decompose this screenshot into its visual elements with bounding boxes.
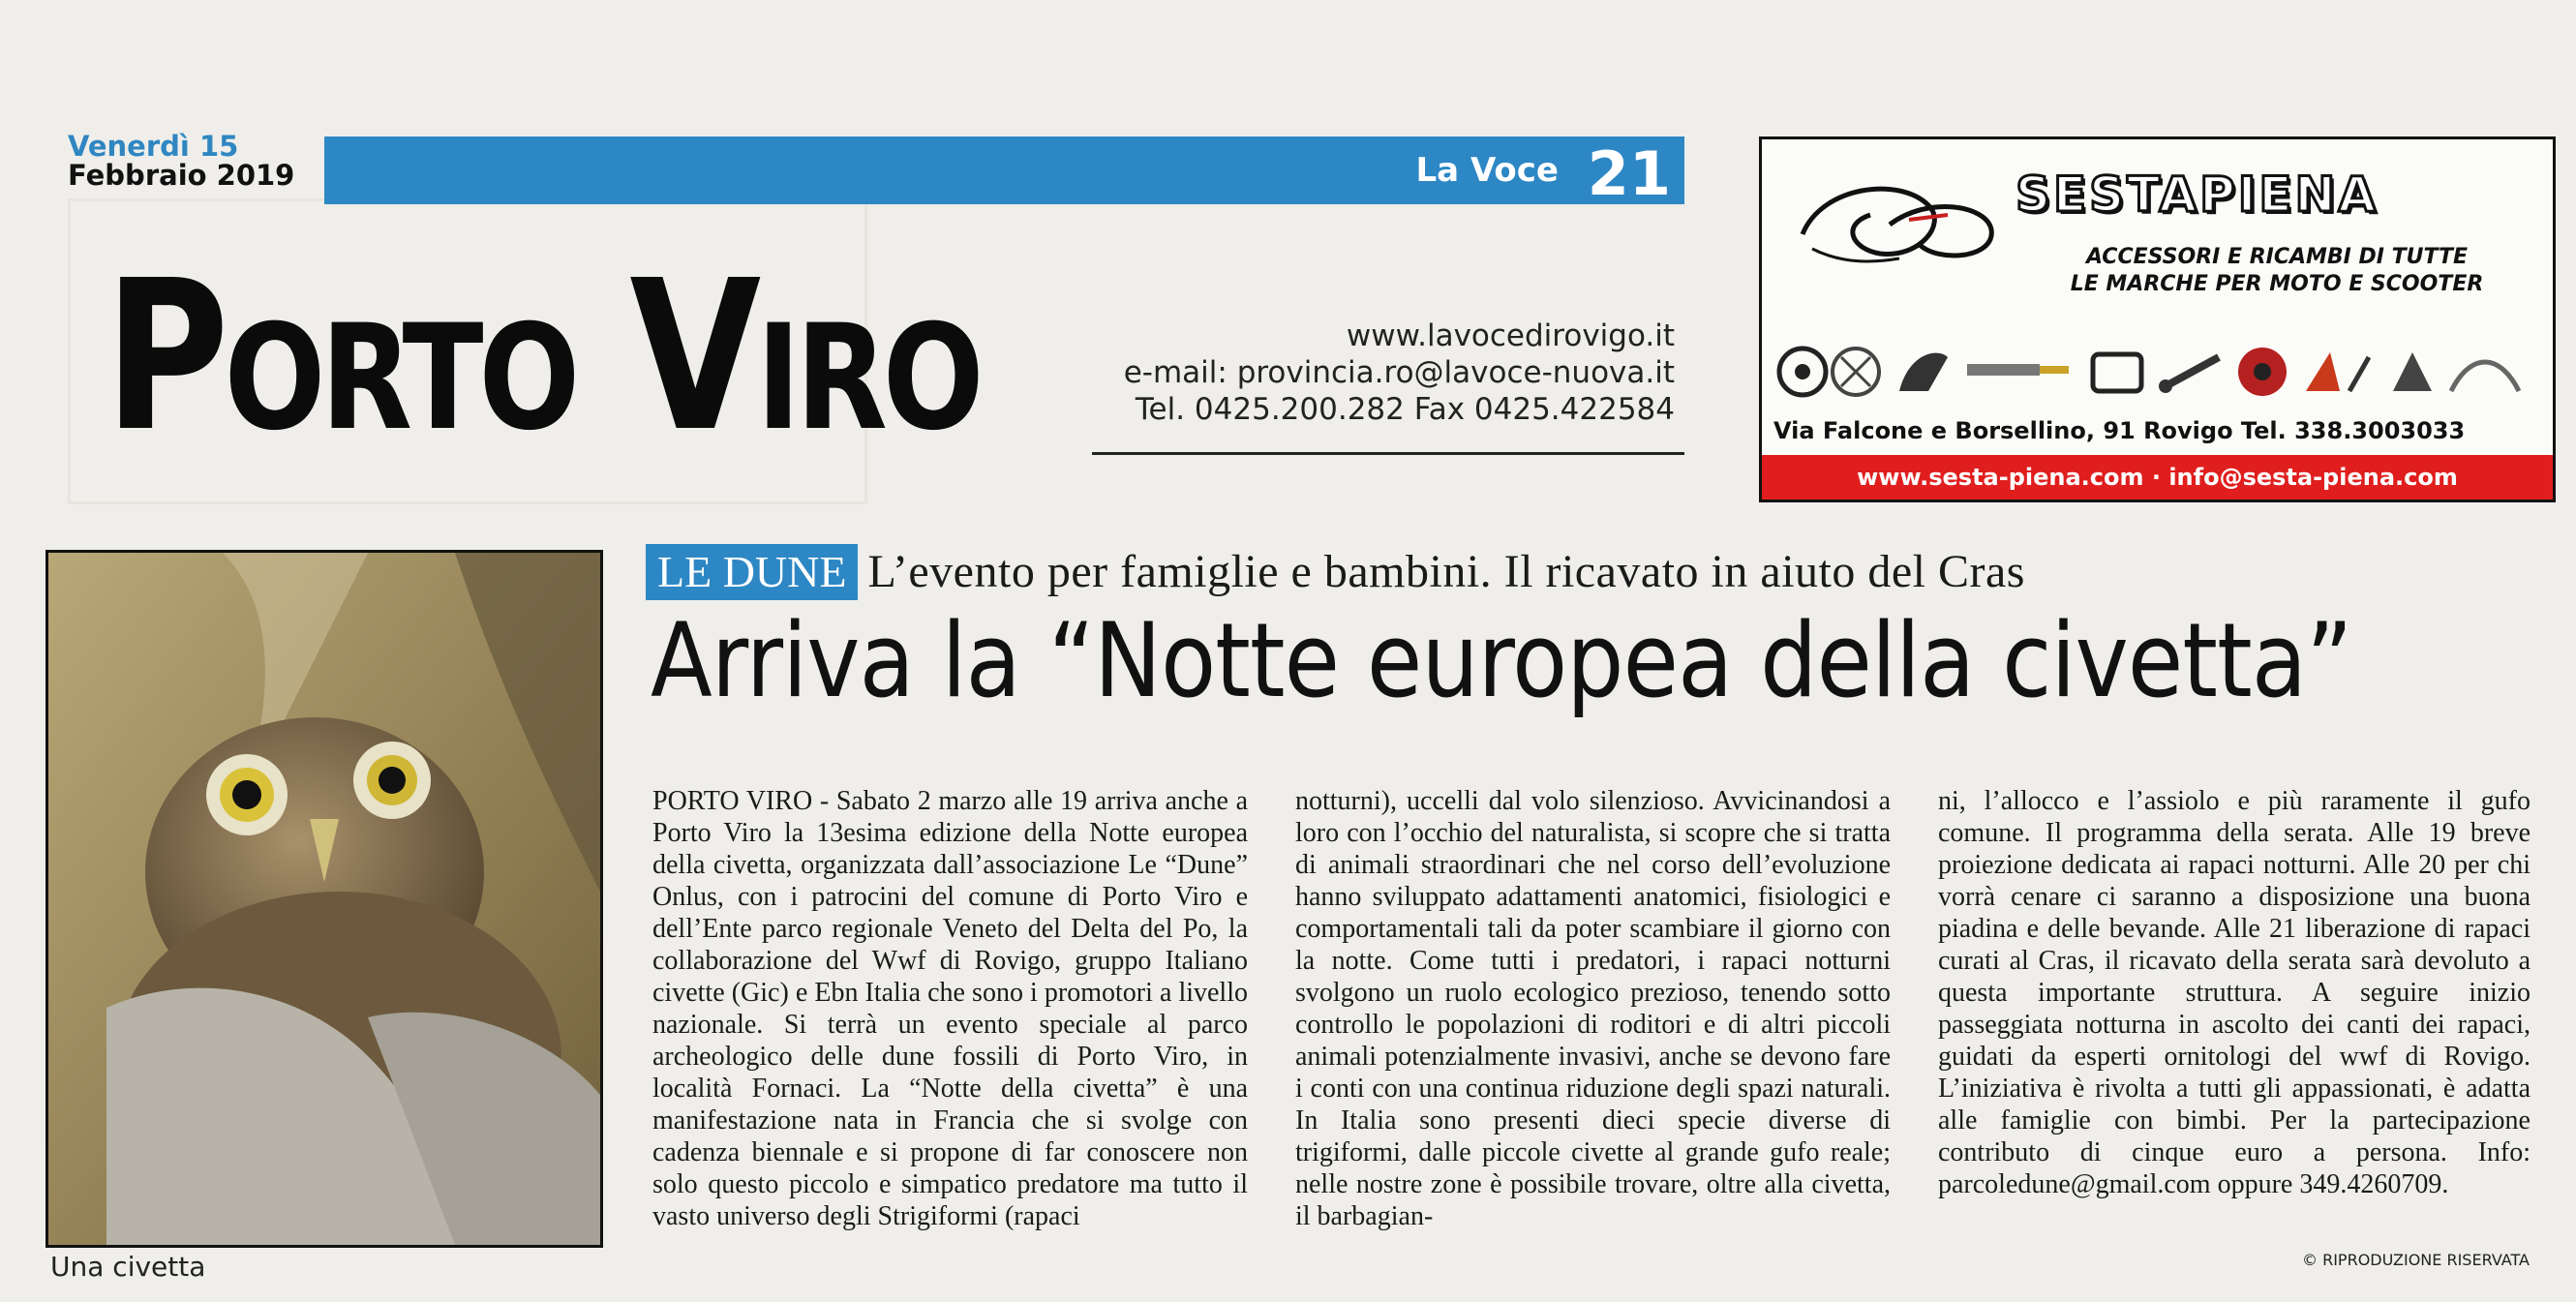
article-column-2: notturni), uccelli dal volo silenzioso. Avvicinandosi a loro con l’occhio del naturalista, si scopre che si tratta di animali straordinari che nel corso dell’evoluzione hanno sviluppato adattamenti anatomici, fisiologici e comportamentali tali da poter scambiare il giorno con la notte. Come tutti i predatori, i rapaci notturni svolgono un ruolo ecologico prezioso, tenendo sotto controllo le popolazioni di roditori e di altri piccoli animali potenzialmente invasivi, anche se devono fare i conti con una continua riduzione degli spazi naturali. In Italia sono presenti dieci specie diverse di trigiformi, dalle piccole civette al grande gufo reale; nelle nostre zone è possibile trovare, oltre alla civetta, il barbagian-: [1295, 786, 1891, 1231]
contact-block: [1124, 318, 1675, 428]
kicker-tag: LE DUNE: [646, 544, 858, 600]
phone-fax: Tel. 0425.200.282 Fax 0425.422584: [1135, 392, 1675, 427]
issue-month: Febbraio 2019: [68, 159, 295, 193]
ad-brand: SESTAPIENA: [2015, 167, 2379, 223]
kicker-text: L’evento per famiglie e bambini. Il ricavato in aiuto del Cras: [867, 546, 2025, 597]
ad-tagline-line1: ACCESSORI E RICAMBI DI TUTTE: [2085, 245, 2469, 269]
column-1-text: - Sabato 2 marzo alle 19 arriva anche a Porto Viro la 13esima edizione della Notte europea della civetta, organizzata dall’associazione Le “Dune” Onlus, con i patrocini del comune di Porto Viro e dell’Ente parco regionale Veneto del Delta del Po, la collaborazione del Wwf di Rovigo, gruppo Italiano civette (Gic) e Ebn Italia che sono i promotori a livello nazionale. Si terrà un evento speciale al parco archeologico delle dune fossili di Porto Viro, in località Fornaci. La “Notte della civetta” è una manifestazione nata in Francia che si svolge con cadenza biennale e si propone di far conoscere non solo questo piccolo e simpatico predatore ma tutto il vasto universo degli Strigiformi (rapaci: [652, 786, 1248, 1231]
section-bar: [324, 136, 1684, 209]
article-column-3: ni, l’allocco e l’assiolo e più raramente il gufo comune. Il programma della serata. Alle 19 breve proiezione dedicata ai rapaci notturni. Alle 20 per chi vorrà cenare ci saranno a disposizione una buona piadina e delle bevande. Alle 21 liberazione di rapaci curati al Cras, il ricavato della serata sarà devoluto a questa importante struttura. A seguire inizio passeggiata notturna in ascolto dei canti dei rapaci, guidati da esperti ornitologi del wwf di Rovigo. L’iniziativa è rivolta a tutti gli appassionati, è adatta alle famiglie con bimbi. Per la partecipazione contributo di cinque euro a persona. Info: parcoledune@gmail.com oppure 349.4260709.: [1938, 786, 2531, 1199]
email-link[interactable]: e-mail: provincia.ro@lavoce-nuova.it: [1123, 355, 1675, 390]
ad-tagline-line2: LE MARCHE PER MOTO E SCOOTER: [2070, 272, 2484, 296]
town-title: [105, 236, 980, 477]
issue-date: [68, 132, 294, 191]
ad-address: Via Falcone e Borsellino, 91 Rovigo Tel. 338.3003033: [1773, 417, 2466, 444]
ad-web-bar[interactable]: www.sesta-piena.com · info@sesta-piena.com: [1762, 455, 2553, 500]
article-column-1: [652, 785, 1248, 1259]
town-title-text: Porto Viro: [105, 236, 980, 477]
paper-name: La Voce: [1415, 151, 1559, 190]
issue-day: Venerdì 15: [68, 130, 239, 163]
article-headline: Arriva la “Notte europea della civetta”: [651, 601, 2352, 720]
masthead-rule: [1092, 452, 1684, 455]
page-number: 21: [1587, 138, 1671, 209]
copyright-notice: © RIPRODUZIONE RISERVATA: [2302, 1251, 2530, 1269]
dateline: PORTO VIRO: [652, 786, 813, 816]
website-link[interactable]: www.lavocedirovigo.it: [1346, 318, 1675, 353]
ad-tagline: [2015, 244, 2538, 298]
owl-photo: [45, 550, 603, 1248]
article-kicker: [646, 544, 2025, 600]
advertisement[interactable]: [1759, 136, 2556, 502]
photo-caption: Una civetta: [50, 1251, 206, 1283]
moto-parts-icon: [1773, 333, 2538, 410]
owl-illustration: [48, 553, 600, 1245]
motorcycle-logo-icon: [1783, 167, 2006, 273]
